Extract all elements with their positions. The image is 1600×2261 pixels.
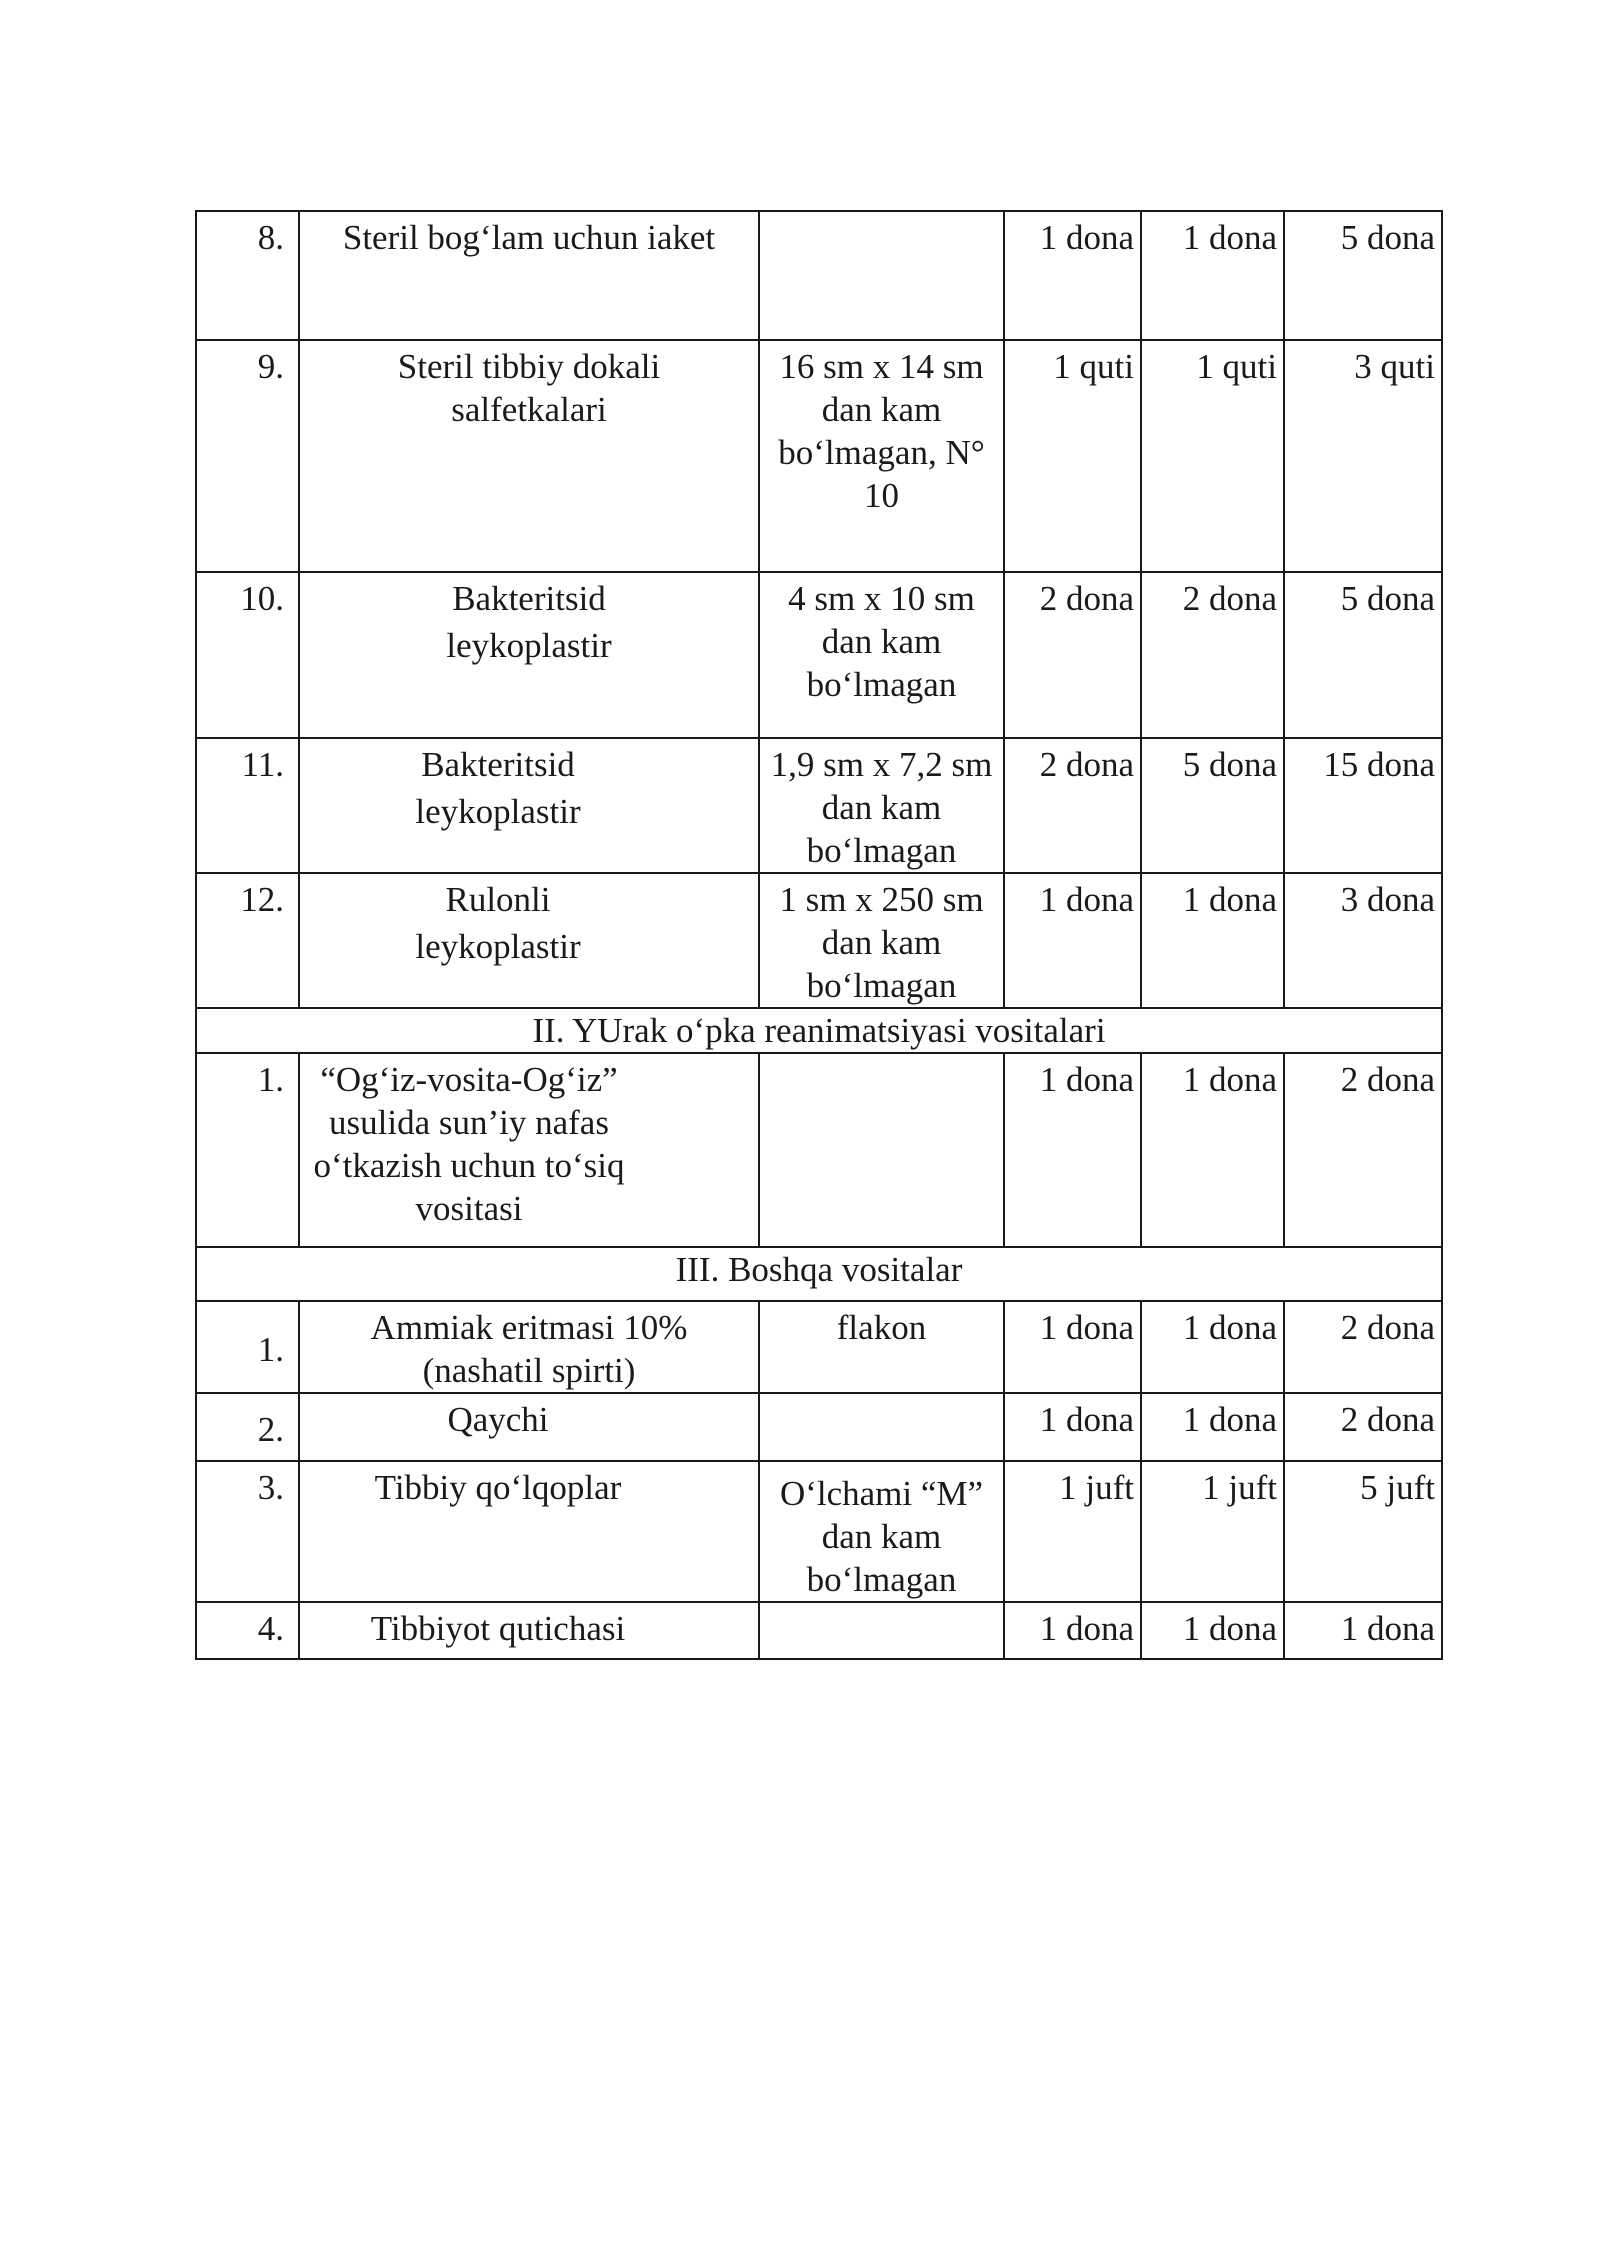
quantity-q3: 2 dona	[1284, 1053, 1442, 1247]
item-name-line: Tibbiyot qutichasi	[370, 1609, 626, 1648]
row-number: 2.	[196, 1393, 299, 1461]
quantity-q3: 5 dona	[1284, 572, 1442, 738]
item-name	[299, 1301, 759, 1393]
quantity-q1: 1 dona	[1004, 1602, 1141, 1659]
table-row	[196, 1053, 1442, 1247]
item-spec	[759, 873, 1004, 1008]
item-name-line: Bakteritsid	[421, 745, 575, 784]
item-name	[299, 873, 759, 1008]
section-row	[196, 1247, 1442, 1301]
item-spec-line: bo‘lmagan	[806, 665, 957, 704]
item-spec	[759, 738, 1004, 873]
row-number: 9.	[196, 340, 299, 572]
item-name-line: salfetkalari	[451, 390, 607, 429]
item-name-line: Steril tibbiy dokali	[397, 347, 661, 386]
item-spec	[759, 1301, 1004, 1393]
section-title: II. YUrak o‘pka reanimatsiyasi vositalari	[196, 1008, 1442, 1053]
table-row	[196, 1602, 1442, 1659]
section-row	[196, 1008, 1442, 1053]
item-name-line: vositasi	[415, 1189, 523, 1228]
row-number: 11.	[196, 738, 299, 873]
item-spec	[759, 572, 1004, 738]
table-row	[196, 1461, 1442, 1602]
item-spec-line: dan kam	[821, 622, 942, 661]
quantity-q2: 1 dona	[1141, 873, 1284, 1008]
quantity-q2: 2 dona	[1141, 572, 1284, 738]
quantity-q3: 15 dona	[1284, 738, 1442, 873]
table-row	[196, 1301, 1442, 1393]
item-spec-line: O‘lchami “M”	[779, 1474, 984, 1513]
item-name-line: Steril bog‘lam uchun iaket	[342, 218, 716, 257]
item-name-line: usulida sun’iy nafas	[329, 1103, 609, 1142]
row-number: 1.	[196, 1301, 299, 1393]
item-spec	[759, 1461, 1004, 1602]
item-spec-line: bo‘lmagan, N°	[778, 433, 985, 472]
row-number: 10.	[196, 572, 299, 738]
item-name	[299, 340, 759, 572]
quantity-q1: 2 dona	[1004, 738, 1141, 873]
item-spec	[759, 1602, 1004, 1659]
item-name-line: leykoplastir	[415, 792, 581, 831]
row-number: 1.	[196, 1053, 299, 1247]
row-number: 3.	[196, 1461, 299, 1602]
item-name-line: Qaychi	[447, 1400, 549, 1439]
item-name	[299, 738, 759, 873]
item-spec-line: 4 sm x 10 sm	[788, 579, 975, 618]
table-row	[196, 211, 1442, 340]
quantity-q2: 1 dona	[1141, 211, 1284, 340]
item-name-line: “Og‘iz-vosita-Og‘iz”	[320, 1060, 618, 1099]
row-number: 8.	[196, 211, 299, 340]
quantity-q3: 3 dona	[1284, 873, 1442, 1008]
equipment-table	[195, 210, 1443, 1660]
item-name	[299, 1393, 759, 1461]
quantity-q2: 1 quti	[1141, 340, 1284, 572]
item-spec-line: bo‘lmagan	[806, 966, 957, 1005]
item-spec-line: flakon	[836, 1308, 927, 1347]
item-spec-line: dan kam	[821, 923, 942, 962]
item-name	[299, 211, 759, 340]
table-row	[196, 340, 1442, 572]
quantity-q1: 1 dona	[1004, 211, 1141, 340]
item-spec-line: bo‘lmagan	[806, 831, 957, 870]
item-name-line: (nashatil spirti)	[422, 1351, 636, 1390]
table-row	[196, 873, 1442, 1008]
item-spec-line: bo‘lmagan	[806, 1560, 957, 1599]
quantity-q1: 1 dona	[1004, 873, 1141, 1008]
quantity-q1: 1 dona	[1004, 1301, 1141, 1393]
table-row	[196, 738, 1442, 873]
quantity-q3: 2 dona	[1284, 1393, 1442, 1461]
item-spec-line: 1 sm x 250 sm	[779, 880, 984, 919]
item-spec	[759, 1393, 1004, 1461]
row-number: 12.	[196, 873, 299, 1008]
item-name	[299, 1461, 759, 1602]
quantity-q1: 1 juft	[1004, 1461, 1141, 1602]
item-name	[299, 572, 759, 738]
item-spec-line: 16 sm x 14 sm	[779, 347, 984, 386]
quantity-q1: 1 dona	[1004, 1393, 1141, 1461]
item-spec-line: 10	[864, 476, 899, 515]
item-name-line: Ammiak eritmasi 10%	[370, 1308, 688, 1347]
item-spec-line: dan kam	[821, 788, 942, 827]
quantity-q3: 3 quti	[1284, 340, 1442, 572]
item-spec-line: dan kam	[821, 1517, 942, 1556]
quantity-q2: 1 dona	[1141, 1301, 1284, 1393]
item-name	[299, 1053, 759, 1247]
quantity-q3: 2 dona	[1284, 1301, 1442, 1393]
item-name	[299, 1602, 759, 1659]
table-row	[196, 572, 1442, 738]
item-spec	[759, 211, 1004, 340]
section-title: III. Boshqa vositalar	[196, 1247, 1442, 1301]
quantity-q1: 2 dona	[1004, 572, 1141, 738]
item-name-line: Bakteritsid	[452, 579, 606, 618]
item-spec-line: 1,9 sm x 7,2 sm	[770, 745, 993, 784]
item-name-line: o‘tkazish uchun to‘siq	[313, 1146, 625, 1185]
quantity-q2: 1 dona	[1141, 1602, 1284, 1659]
quantity-q3: 5 juft	[1284, 1461, 1442, 1602]
item-spec	[759, 340, 1004, 572]
item-name-line: leykoplastir	[446, 626, 612, 665]
quantity-q1: 1 quti	[1004, 340, 1141, 572]
quantity-q2: 5 dona	[1141, 738, 1284, 873]
item-spec-line: dan kam	[821, 390, 942, 429]
item-spec	[759, 1053, 1004, 1247]
row-number: 4.	[196, 1602, 299, 1659]
quantity-q2: 1 dona	[1141, 1053, 1284, 1247]
quantity-q3: 1 dona	[1284, 1602, 1442, 1659]
item-name-line: Tibbiy qo‘lqoplar	[374, 1468, 622, 1507]
item-name-line: leykoplastir	[415, 927, 581, 966]
table-row	[196, 1393, 1442, 1461]
quantity-q3: 5 dona	[1284, 211, 1442, 340]
quantity-q2: 1 dona	[1141, 1393, 1284, 1461]
item-name-line: Rulonli	[445, 880, 551, 919]
quantity-q1: 1 dona	[1004, 1053, 1141, 1247]
quantity-q2: 1 juft	[1141, 1461, 1284, 1602]
